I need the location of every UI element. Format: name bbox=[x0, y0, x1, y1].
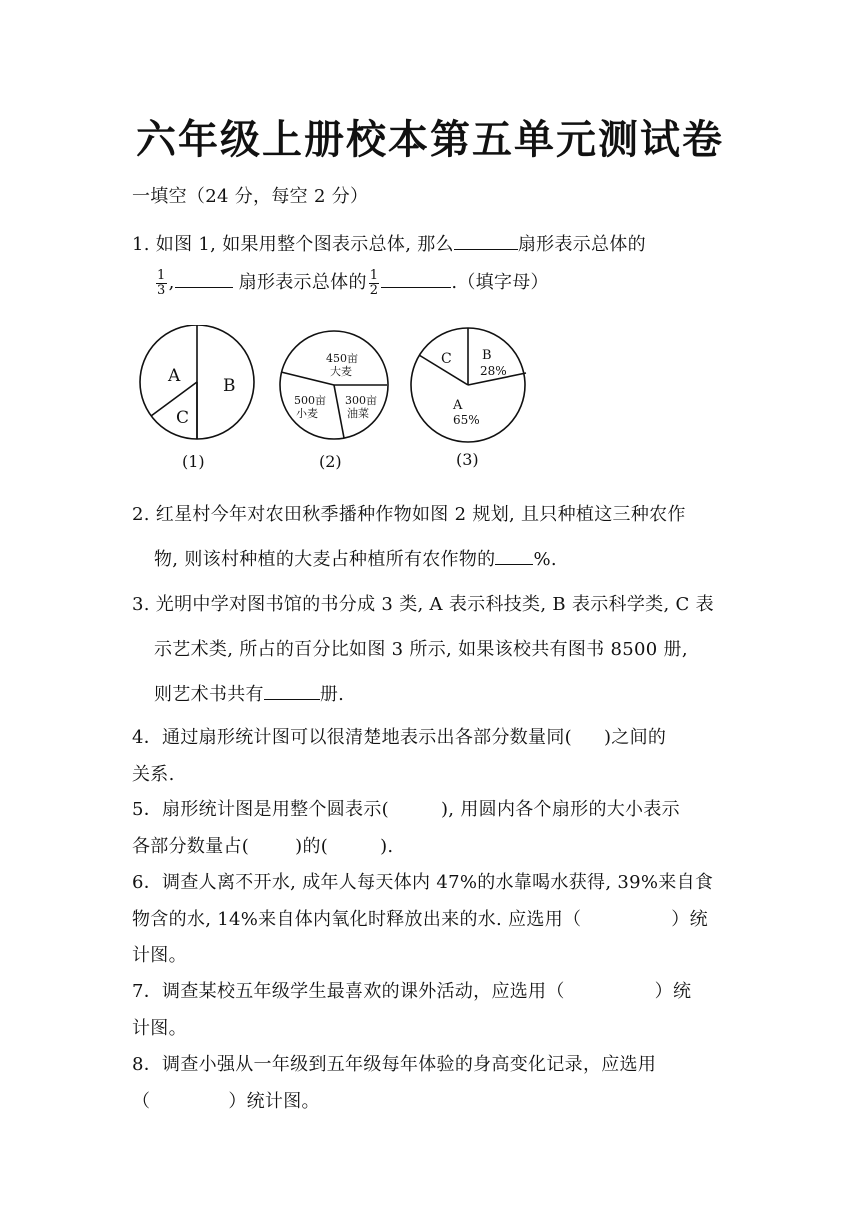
question-7-line-2: 计图。 bbox=[132, 1018, 187, 1039]
section-heading: 一填空（24 分，每空 2 分） bbox=[132, 186, 369, 207]
slice-label-b: B bbox=[223, 376, 236, 396]
question-2-line-2: 物, 则该村种植的大麦占种植所有农作物的 %. bbox=[154, 545, 557, 571]
slice-label-rapeseed: 油菜 bbox=[347, 407, 369, 420]
question-4-line-1: 4．通过扇形统计图可以很清楚地表示出各部分数量同( )之间的 bbox=[132, 727, 667, 748]
answer-blank[interactable] bbox=[454, 231, 518, 250]
slice-label-a: A bbox=[168, 366, 181, 386]
q1-text: 1. 如图 1, 如果用整个图表示总体, 那么 bbox=[132, 234, 454, 255]
pie-figures bbox=[0, 325, 860, 475]
question-8-line-1: 8．调查小强从一年级到五年级每年体验的身高变化记录，应选用 bbox=[132, 1054, 657, 1075]
q1-text: 扇形表示总体的 bbox=[238, 272, 367, 293]
question-4-line-2: 关系. bbox=[132, 764, 175, 785]
pie-figures-svg bbox=[0, 325, 860, 475]
question-1-line-2: $\frac{1}{3}$ , 扇形表示总体的 $\frac{1}{2}$ .（填字母） bbox=[157, 267, 549, 298]
slice-label-barley-area: 450亩 bbox=[326, 352, 358, 365]
answer-blank[interactable] bbox=[175, 269, 233, 288]
fraction-one-half: $\frac{1}{2}$ bbox=[369, 267, 379, 298]
question-6-line-2: 物含的水, 14%来自体内氧化时释放出来的水. 应选用（ ）统 bbox=[132, 909, 708, 930]
question-3-line-1: 3. 光明中学对图书馆的书分成 3 类, A 表示科技类, B 表示科学类, C 表 bbox=[132, 594, 714, 615]
question-7-line-1: 7．调查某校五年级学生最喜欢的课外活动，应选用（ ）统 bbox=[132, 981, 692, 1002]
question-5-line-2: 各部分数量占( )的( ). bbox=[132, 836, 394, 857]
figure-3-pie bbox=[411, 328, 526, 469]
figure-2-pie bbox=[280, 331, 388, 471]
slice-label-barley: 大麦 bbox=[330, 365, 352, 378]
q1-text: 扇形表示总体的 bbox=[517, 234, 646, 255]
answer-blank[interactable] bbox=[381, 269, 451, 288]
slice-label-c: C bbox=[441, 351, 452, 367]
answer-blank[interactable] bbox=[264, 681, 320, 700]
pie-divider bbox=[151, 382, 197, 416]
slice-label-b: B bbox=[482, 348, 492, 363]
figure-caption: (2) bbox=[319, 452, 342, 471]
slice-label-wheat-area: 500亩 bbox=[294, 394, 326, 407]
slice-percent-b: 28% bbox=[480, 364, 507, 378]
question-6-line-3: 计图。 bbox=[132, 945, 187, 966]
page-title: 六年级上册校本第五单元测试卷 bbox=[136, 116, 724, 163]
slice-label-a: A bbox=[453, 398, 463, 413]
question-3-line-2: 示艺术类, 所占的百分比如图 3 所示, 如果该校共有图书 8500 册, bbox=[154, 639, 688, 660]
answer-blank[interactable] bbox=[495, 546, 533, 565]
pie-divider bbox=[281, 372, 334, 385]
slice-label-rapeseed-area: 300亩 bbox=[345, 394, 377, 407]
question-2-line-1: 2. 红星村今年对农田秋季播种作物如图 2 规划, 且只种植这三种农作 bbox=[132, 504, 686, 525]
question-3-line-3: 则艺术书共有 册. bbox=[154, 680, 344, 706]
figure-1-pie bbox=[140, 325, 254, 471]
pie-divider bbox=[334, 385, 344, 438]
question-8-line-2: （ ）统计图。 bbox=[132, 1091, 320, 1112]
question-1-line-1 bbox=[132, 230, 646, 256]
slice-label-wheat: 小麦 bbox=[296, 407, 318, 420]
question-6-line-1: 6．调查人离不开水, 成年人每天体内 47%的水靠喝水获得, 39%来自食 bbox=[132, 872, 714, 893]
figure-caption: (1) bbox=[182, 452, 205, 471]
question-5-line-1: 5．扇形统计图是用整个圆表示( ), 用圆内各个扇形的大小表示 bbox=[132, 799, 680, 820]
figure-caption: (3) bbox=[456, 450, 479, 469]
fraction-one-third: $\frac{1}{3}$ bbox=[157, 267, 166, 298]
slice-label-c: C bbox=[176, 408, 190, 428]
slice-percent-a: 65% bbox=[453, 413, 480, 427]
